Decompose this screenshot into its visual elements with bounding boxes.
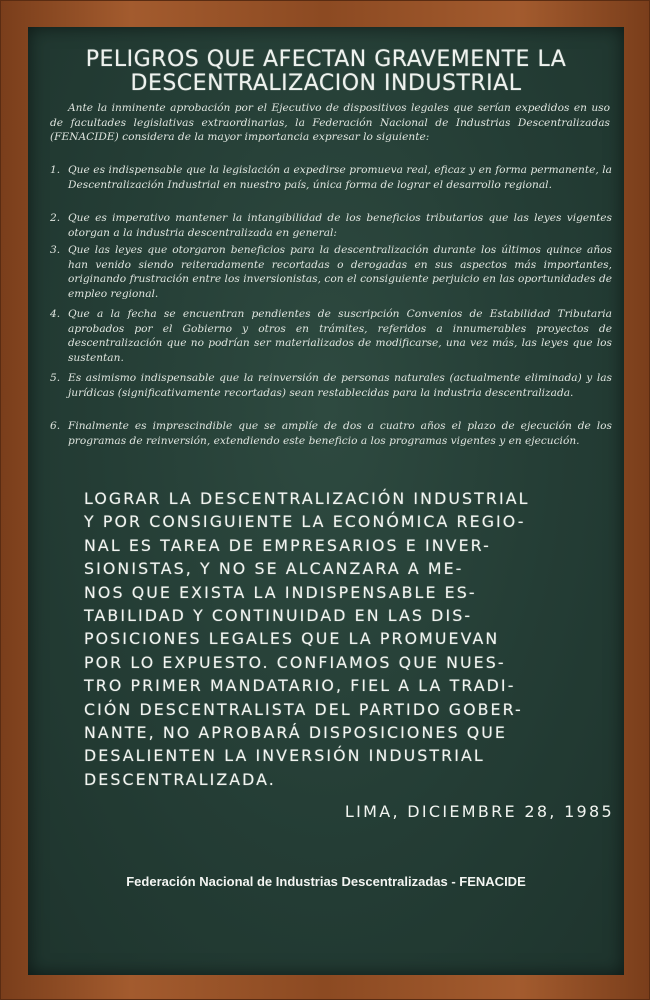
statement-line: NOS QUE EXISTA LA INDISPENSABLE ES- xyxy=(84,582,477,602)
list-item-number: 4. xyxy=(50,308,61,320)
statement-line: POR LO EXPUESTO. CONFIAMOS QUE NUES- xyxy=(84,652,506,672)
list-item-text: Es asimismo indispensable que la reinversión de personas naturales (actualmente eliminada) y las jurídicas (significativamente recortadas) sean restablecidas para la industria descentralizada. xyxy=(68,372,612,399)
statement-line: SIONISTAS, Y NO SE ALCANZARA A ME- xyxy=(84,559,464,579)
list-item-number: 5. xyxy=(50,372,61,384)
statement-line: NANTE, NO APROBARÁ DISPOSICIONES QUE xyxy=(84,723,507,743)
title-line-2: DESCENTRALIZACION INDUSTRIAL xyxy=(130,71,522,96)
list-item-text: Que es indispensable que la legislación a expedirse promueva real, eficaz y en forma permanente, la Descentralización Industrial en nuestro país, única forma de lograr el desarrollo regional. xyxy=(68,164,612,191)
statement-line: NAL ES TAREA DE EMPRESARIOS E INVER- xyxy=(84,535,491,555)
statement-line: DESALIENTEN LA INVERSIÓN INDUSTRIAL xyxy=(84,746,485,766)
date-line: LIMA, DICIEMBRE 28, 1985 xyxy=(344,802,614,821)
list-item xyxy=(50,419,612,448)
chalkboard xyxy=(28,27,624,975)
main-statement xyxy=(84,487,614,791)
list-item xyxy=(50,307,612,365)
intro-paragraph: Ante la inminente aprobación por el Ejecutivo de dispositivos legales que serían expedidos en uso de facultades legislativas extraordinarias, la Federación Nacional de Industrias Descentralizadas (FENACIDE) considera de la mayor importancia expresar lo siguiente: xyxy=(50,102,610,144)
list-item xyxy=(50,371,612,400)
list-item-number: 1. xyxy=(50,164,61,176)
footer-organization: Federación Nacional de Industrias Descentralizadas - FENACIDE xyxy=(126,874,526,889)
statement-line: TRO PRIMER MANDATARIO, FIEL A LA TRADI- xyxy=(84,676,516,696)
list-item-text: Que a la fecha se encuentran pendientes de suscripción Convenios de Estabilidad Tributaria aprobados por el Gobierno y otros en trámites, referidos a innumerables proyectos de descentralización que no podrían ser materializados de modificarse, una vez más, las leyes que los sustentan. xyxy=(68,308,612,364)
list-item-number: 2. xyxy=(50,212,61,224)
list-item xyxy=(50,163,612,192)
list-item-text: Que las leyes que otorgaron beneficios para la descentralización durante los últimos quince años han venido siendo reiteradamente recortadas o derogadas en sus aspectos más importantes, originando frustración entre los inversionistas, con el consiguiente perjuicio en las oportunidades de empleo regional. xyxy=(68,244,612,300)
list-item-text: Finalmente es imprescindible que se amplíe de dos a cuatro años el plazo de ejecución de los programas de reinversión, extendiendo este beneficio a los programas vigentes y en ejecución. xyxy=(68,420,612,447)
statement-line: LOGRAR LA DESCENTRALIZACIÓN INDUSTRIAL xyxy=(84,489,530,508)
list-item-number: 6. xyxy=(50,420,61,432)
list-item-number: 3. xyxy=(50,244,61,256)
statement-line: Y POR CONSIGUIENTE LA ECONÓMICA REGIO- xyxy=(84,512,526,532)
list-item xyxy=(50,211,612,240)
title-line-1: PELIGROS QUE AFECTAN GRAVEMENTE LA xyxy=(85,47,567,72)
statement-line: POSICIONES LEGALES QUE LA PROMUEVAN xyxy=(84,629,500,649)
statement-line: DESCENTRALIZADA. xyxy=(84,769,276,789)
statement-line: CIÓN DESCENTRALISTA DEL PARTIDO GOBER- xyxy=(84,699,523,719)
list-item xyxy=(50,243,612,301)
statement-line: TABILIDAD Y CONTINUIDAD EN LAS DIS- xyxy=(84,606,473,626)
list-item-text: Que es imperativo mantener la intangibilidad de los beneficios tributarios que las leyes vigentes otorgan a la industria descentralizada en general: xyxy=(68,212,612,239)
